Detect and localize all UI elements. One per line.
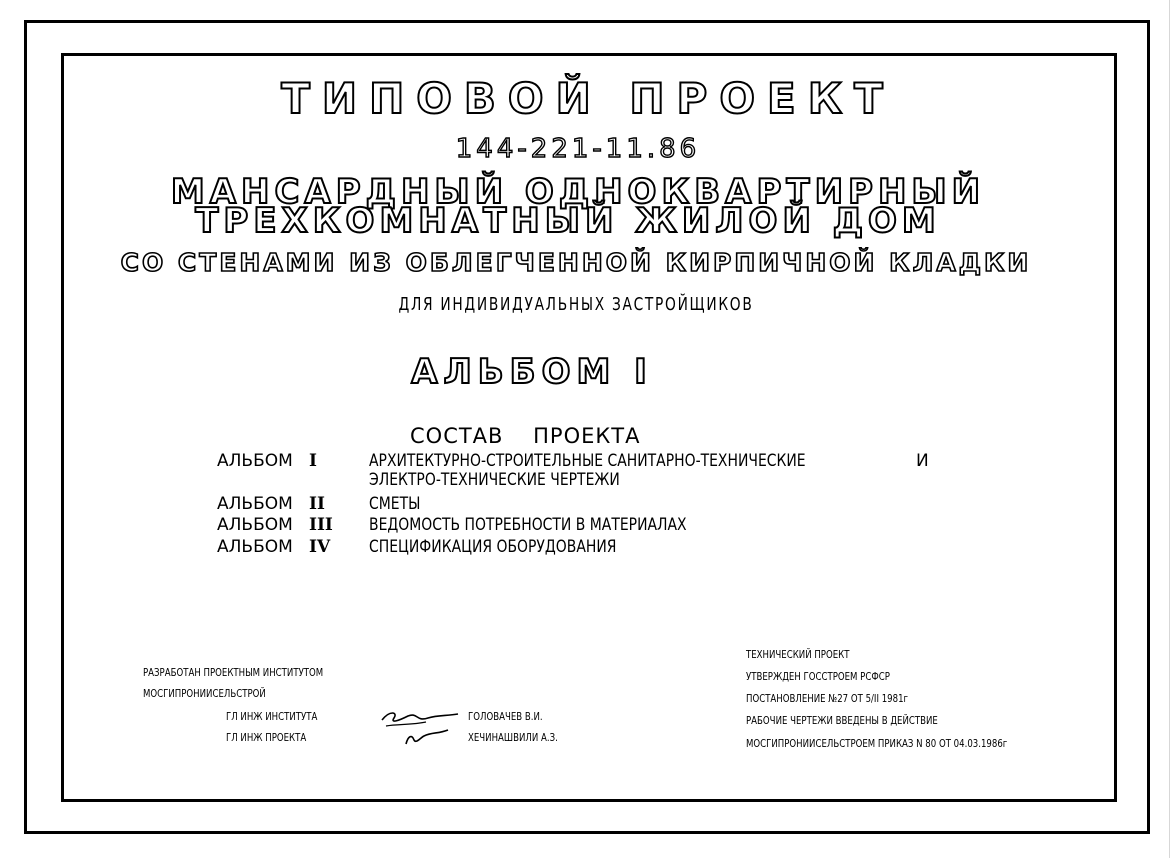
chief-engineer-institute-name: ГОЛОВАЧЕВ В.И.	[468, 710, 543, 723]
approval-line2: УТВЕРЖДЕН ГОССТРОЕМ РСФСР	[746, 670, 890, 683]
album-title: АЛЬБОМ I	[411, 352, 653, 392]
project-name-line2: ТРЕХКОМНАТНЫЙ ЖИЛОЙ ДОМ	[195, 201, 941, 241]
album-label: АЛЬБОМ	[217, 494, 293, 514]
chief-engineer-project-role: ГЛ ИНЖ ПРОЕКТА	[226, 731, 307, 744]
approval-line5: МОСГИПРОНИИСЕЛЬСТРОЕМ ПРИКАЗ N 80 ОТ 04.03.1986г	[746, 737, 1008, 750]
album-label: АЛЬБОМ	[217, 515, 293, 535]
chief-engineer-project-name: ХЕЧИНАШВИЛИ А.З.	[468, 731, 558, 744]
contents-heading: СОСТАВ ПРОЕКТА	[410, 424, 641, 448]
project-name-line1: МАНСАРДНЫЙ ОДНОКВАРТИРНЫЙ	[170, 172, 986, 212]
title: ТИПОВОЙ ПРОЕКТ	[281, 74, 895, 123]
approval-line3: ПОСТАНОВЛЕНИЕ №27 ОТ 5/II 1981г	[746, 692, 909, 705]
album-number: II	[309, 494, 325, 514]
approval-line1: ТЕХНИЧЕСКИЙ ПРОЕКТ	[746, 648, 850, 661]
album-label: АЛЬБОМ	[217, 451, 293, 471]
album-description: ЭЛЕКТРО-ТЕХНИЧЕСКИЕ ЧЕРТЕЖИ	[369, 470, 620, 490]
album-description: АРХИТЕКТУРНО-СТРОИТЕЛЬНЫЕ САНИТАРНО-ТЕХНИЧЕСКИЕ	[369, 451, 806, 471]
chief-engineer-institute-role: ГЛ ИНЖ ИНСТИТУТА	[226, 710, 318, 723]
developer-line2: МОСГИПРОНИИСЕЛЬСТРОЙ	[143, 687, 266, 700]
approval-line4: РАБОЧИЕ ЧЕРТЕЖИ ВВЕДЕНЫ В ДЕЙСТВИЕ	[746, 714, 938, 727]
album-description: СПЕЦИФИКАЦИЯ ОБОРУДОВАНИЯ	[369, 537, 617, 557]
developer-line1: РАЗРАБОТАН ПРОЕКТНЫМ ИНСТИТУТОМ	[143, 666, 324, 679]
album-number: IV	[309, 537, 331, 557]
project-number: 144-221-11.86	[455, 134, 701, 164]
project-name-line3: СО СТЕНАМИ ИЗ ОБЛЕГЧЕННОЙ КИРПИЧНОЙ КЛАДКИ	[120, 248, 1032, 277]
album-description: СМЕТЫ	[369, 494, 421, 514]
signature-image	[378, 700, 462, 750]
album-number: III	[309, 515, 333, 535]
subtitle: ДЛЯ ИНДИВИДУАЛЬНЫХ ЗАСТРОЙЩИКОВ	[398, 294, 754, 315]
album-label: АЛЬБОМ	[217, 537, 293, 557]
album-description: ВЕДОМОСТЬ ПОТРЕБНОСТИ В МАТЕРИАЛАХ	[369, 515, 687, 535]
right-edge-line	[1169, 0, 1170, 858]
album-number: I	[309, 451, 317, 471]
album-description-suffix: И	[916, 451, 929, 471]
